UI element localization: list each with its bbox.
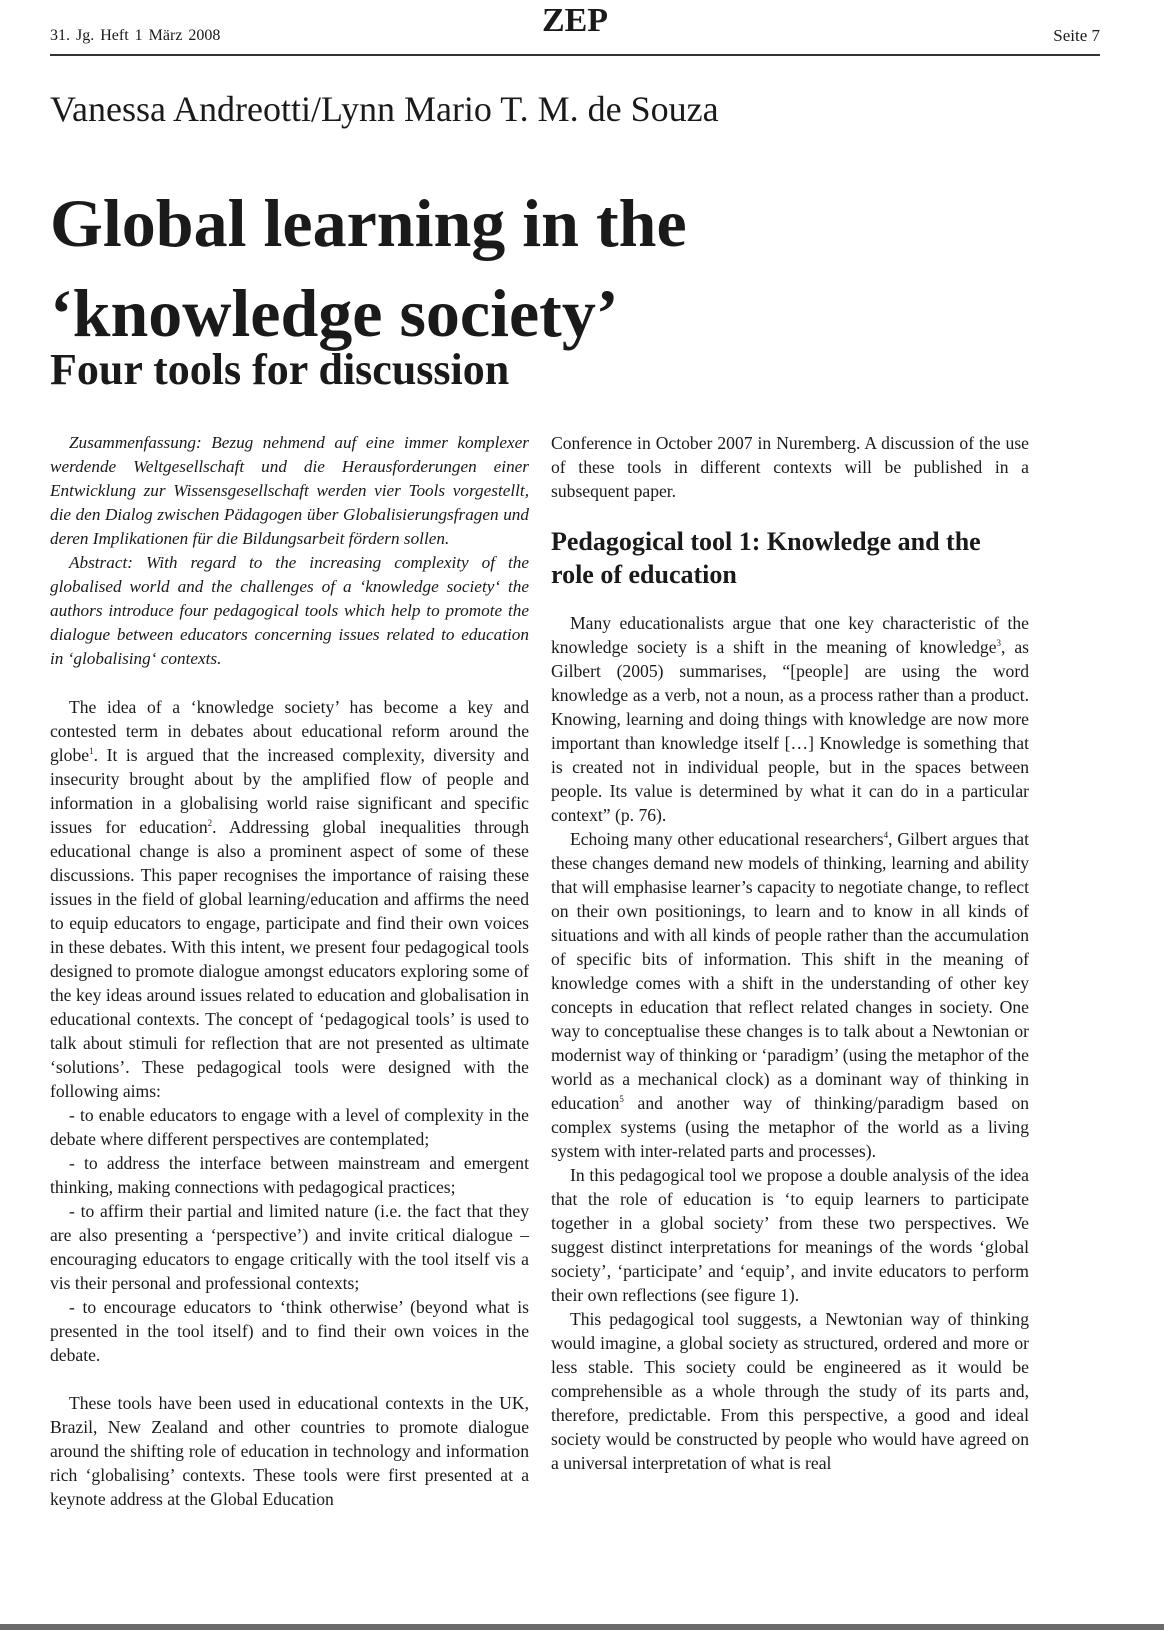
aim-item: - to affirm their partial and limited nature (i.e. the fact that they are also presenting a ‘perspective’) and invite critical dialogue – encouraging educators to engage critically with the tool itself vis a vis their personal and professional contexts; — [50, 1201, 529, 1293]
zusammenfassung-paragraph: Zusammenfassung: Bezug nehmend auf eine immer komplexer werdende Weltgesellschaft und die Herausforderungen einer Entwicklung zur Wissensgesellschaft werden vier Tools vorgestellt, die den Dialog zwischen Pädagogen über Globalisierungsfragen und deren Implikationen für die Bildungsarbeit fördern sollen. — [50, 433, 529, 548]
aim-item: - to encourage educators to ‘think otherwise’ (beyond what is presented in the tool itself) and to find their own voices in the debate. — [50, 1297, 529, 1365]
footnote-ref: 5 — [619, 1094, 624, 1105]
aim-item: - to enable educators to engage with a level of complexity in the debate where different perspectives are contemplated; — [50, 1105, 529, 1149]
abstract-paragraph: Abstract: With regard to the increasing complexity of the globalised world and the challenges of a ‘knowledge society‘ the authors introduce four pedagogical tools which help to promote the dialogue between educators concerning issues related to education in ‘globalising‘ contexts. — [50, 553, 529, 668]
footnote-ref: 3 — [996, 638, 1002, 649]
knowledge-paragraph: Many educationalists argue that one key characteristic of the knowledge society is a shift in the meaning of knowledge$^3$, as Gilbert (2005) summarises, “[people] are using the word knowledge as a verb, not a noun, as a process rather than a product. Knowing, learning and doing things with knowledge are now more important than knowledge itself […] Knowledge is something that is created not in individual people, but in the spaces between people. Its value is determined by what it can do in a particular context” (p. 76). — [551, 613, 1029, 825]
aim-item: - to address the interface between mainstream and emergent thinking, making connections with pedagogical practices; — [50, 1153, 529, 1197]
footnote-ref: 2 — [207, 818, 213, 829]
double-analysis-paragraph: In this pedagogical tool we propose a double analysis of the idea that the role of education is ‘to equip learners to participate together in a global society’ from these two perspectives. We suggest distinct interpretations for meanings of the words ‘global society’, ‘participate’ and ‘equip’, and invite educators to perform their own reflections (see figure 1). — [551, 1165, 1029, 1305]
gilbert-paragraph: Echoing many other educational researchers$^4$, Gilbert argues that these changes demand new models of thinking, learning and ability that will emphasise learner’s capacity to negotiate change, to reflect on their own positionings, to learn and to know in all kinds of situations and with all kinds of people rather than the accumulation of specific bits of information. This shift in the meaning of knowledge comes with a shift in the understanding of other key concepts in education that reflect related changes in society. One way to conceptualise these changes is to talk about a Newtonian or modernist way of thinking or ‘paradigm’ (using the metaphor of the world as a mechanical clock) as a dominant way of thinking in education$^5$ and another way of thinking/paradigm based on complex systems (using the metaphor of the world as a living system with inter-related parts and processes). — [551, 829, 1029, 1161]
section-heading: Pedagogical tool 1: Knowledge and the role of education — [551, 527, 981, 589]
article-title: Global learning in the ‘knowledge society’ — [50, 185, 687, 351]
article-authors: Vanessa Andreotti/Lynn Mario T. M. de Souza — [50, 89, 719, 129]
intro-paragraph: The idea of a ‘knowledge society’ has become a key and contested term in debates about educational reform around the globe$^1$. It is argued that the increased complexity, diversity and insecurity brought about by the amplified flow of people and information in a globalising world raise significant and specific issues for education$^2$. Addressing global inequalities through educational change is also a prominent aspect of some of these discussions. This paper recognises the importance of raising these issues in the field of global learning/education and affirms the need to equip educators to engage, participate and find their own voices in these debates. With this intent, we present four pedagogical tools designed to promote dialogue amongst educators exploring some of the key ideas around issues related to education and globalisation in educational contexts. The concept of ‘pedagogical tools’ is used to talk about stimuli for reflection that are not presented as ultimate ‘solutions’. These pedagogical tools were designed with the following aims: — [50, 697, 529, 1101]
page-number: Seite 7 — [1053, 26, 1100, 45]
issue-info: 31. Jg. Heft 1 März 2008 — [50, 27, 221, 44]
right-column — [551, 431, 1029, 1475]
running-header — [50, 0, 1100, 56]
journal-name: ZEP — [541, 2, 609, 39]
bottom-bar — [0, 1624, 1164, 1630]
footnote-ref: 4 — [883, 830, 889, 841]
article-subtitle: Four tools for discussion — [50, 345, 510, 394]
continued-paragraph: Conference in October 2007 in Nuremberg. A discussion of the use of these tools in different contexts will be published in a subsequent paper. — [551, 433, 1029, 501]
left-column — [50, 431, 529, 1511]
footnote-ref: 1 — [89, 746, 94, 757]
abstract-block — [50, 431, 529, 671]
newtonian-paragraph: This pedagogical tool suggests, a Newtonian way of thinking would imagine, a global society as structured, ordered and more or less stable. This society could be engineered as it would be comprehensible as a whole through the study of its parts and, therefore, predictable. From this perspective, a good and ideal society would be constructed by people who would have agreed on a universal interpretation of what is real — [551, 1309, 1029, 1473]
tools-usage-paragraph: These tools have been used in educational contexts in the UK, Brazil, New Zealand and other countries to promote dialogue around the shifting role of education in technology and information rich ‘globalising’ contexts. These tools were first presented at a keynote address at the Global Education — [50, 1393, 529, 1509]
